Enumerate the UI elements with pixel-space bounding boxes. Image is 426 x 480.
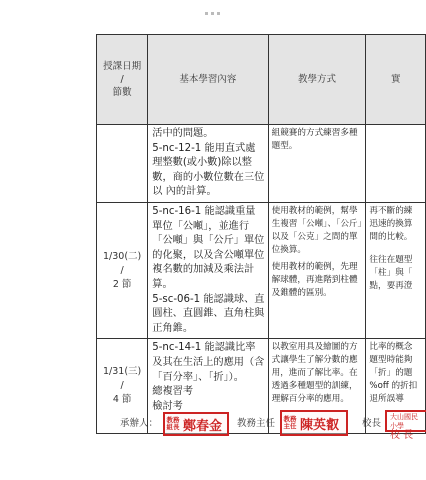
lesson-plan-table: [96, 34, 426, 434]
date-text: 4 節: [112, 394, 132, 406]
principal-label: 校長: [362, 418, 382, 429]
undertaker-label: 承辦人：: [120, 418, 159, 429]
academic-director-stamp: [280, 410, 348, 436]
method-line: 使用教材的範例，幫學生複習「公噸」、「公斤」以及「公克」之間的單位換算。: [271, 205, 362, 255]
date-text: 1/30(二): [103, 250, 142, 262]
header-note: 實: [366, 35, 426, 125]
note-cell: [366, 202, 426, 338]
stamp-line: 大山國民小學: [390, 413, 418, 430]
header-date-line: 節數: [112, 87, 132, 98]
method-cell: [268, 202, 366, 338]
scan-mark: [205, 0, 235, 3]
content-line: 檢討考: [152, 400, 183, 412]
content-line: 總複習考: [152, 386, 194, 398]
date-text: /: [120, 380, 124, 392]
stamp-line: 校 長: [390, 430, 414, 441]
note-line: 「柱」與「: [369, 267, 413, 278]
header-date: [97, 35, 148, 125]
principal-stamp: [385, 410, 426, 441]
director-label: 教務主任: [237, 418, 276, 429]
note-line: 再不斷的練: [369, 205, 413, 216]
header-date-line: /: [120, 74, 124, 85]
date-text: /: [120, 264, 124, 276]
stamp-title: 教務組長: [166, 416, 180, 431]
note-line: 比率的概念: [369, 342, 413, 353]
content-line: 5-nc-16-1 能認識重量單位「公噸」，並進行「公噸」與「公斤」單位的化聚，以及含公噸單位複名數的加減及乘法計算。: [152, 205, 265, 290]
header-row: [97, 35, 426, 125]
method-line: 以教室用具及繪圖的方式讓學生了解分數的應用，進而了解比率。在透過多種題型的訓練，理解百分率的應用。: [271, 342, 358, 405]
table-row: [97, 202, 426, 338]
table-row: [97, 125, 426, 203]
method-cell: [268, 125, 366, 203]
note-cell: [366, 125, 426, 203]
stamp-name: 陳英叡: [300, 417, 340, 433]
content-line: 5-sc-06-1 能認識球、直圓柱、直圓錐、直角柱與正角錐。: [152, 293, 265, 334]
content-cell: [148, 202, 268, 338]
content-line: 5-nc-12-1 能用直式處理整數(或小數)除以整數，商的小數位數在三位以 內的計算。: [152, 142, 265, 198]
method-line: 組競賽的方式練習多種題型。: [271, 128, 358, 151]
note-line: 退所誤導: [369, 394, 404, 405]
method-line: 使用教材的範例，先理解球體，再進階到柱體及錐體的區別。: [271, 261, 358, 298]
note-line: 點，要再澄: [369, 280, 413, 291]
content-line: 活中的問題。: [152, 128, 214, 139]
note-line: 迅速的換算: [369, 218, 413, 229]
header-date-line: 授課日期: [103, 61, 142, 72]
stamp-title: 教務主任: [283, 415, 297, 430]
stamp-name: 鄭春金: [183, 418, 223, 434]
content-cell: [148, 125, 268, 203]
header-content: 基本學習內容: [148, 35, 268, 125]
academic-section-chief-stamp: [163, 412, 229, 436]
note-line: 「折」的題: [369, 368, 413, 379]
date-text: 1/31(三): [103, 366, 142, 378]
note-line: 間的比較。: [369, 231, 413, 242]
note-line: 往往在題型: [369, 254, 413, 265]
date-cell: [97, 202, 148, 338]
date-text: 2 節: [112, 278, 132, 290]
date-cell: [97, 125, 148, 203]
note-line: 題型時能夠: [369, 355, 413, 366]
signature-footer: [0, 412, 426, 442]
note-line: %off 的折扣: [369, 381, 418, 392]
content-line: 5-nc-14-1 能認識比率及其在生活上的應用（含「百分率」、「折」）。: [152, 342, 265, 383]
header-method: 教學方式: [268, 35, 366, 125]
